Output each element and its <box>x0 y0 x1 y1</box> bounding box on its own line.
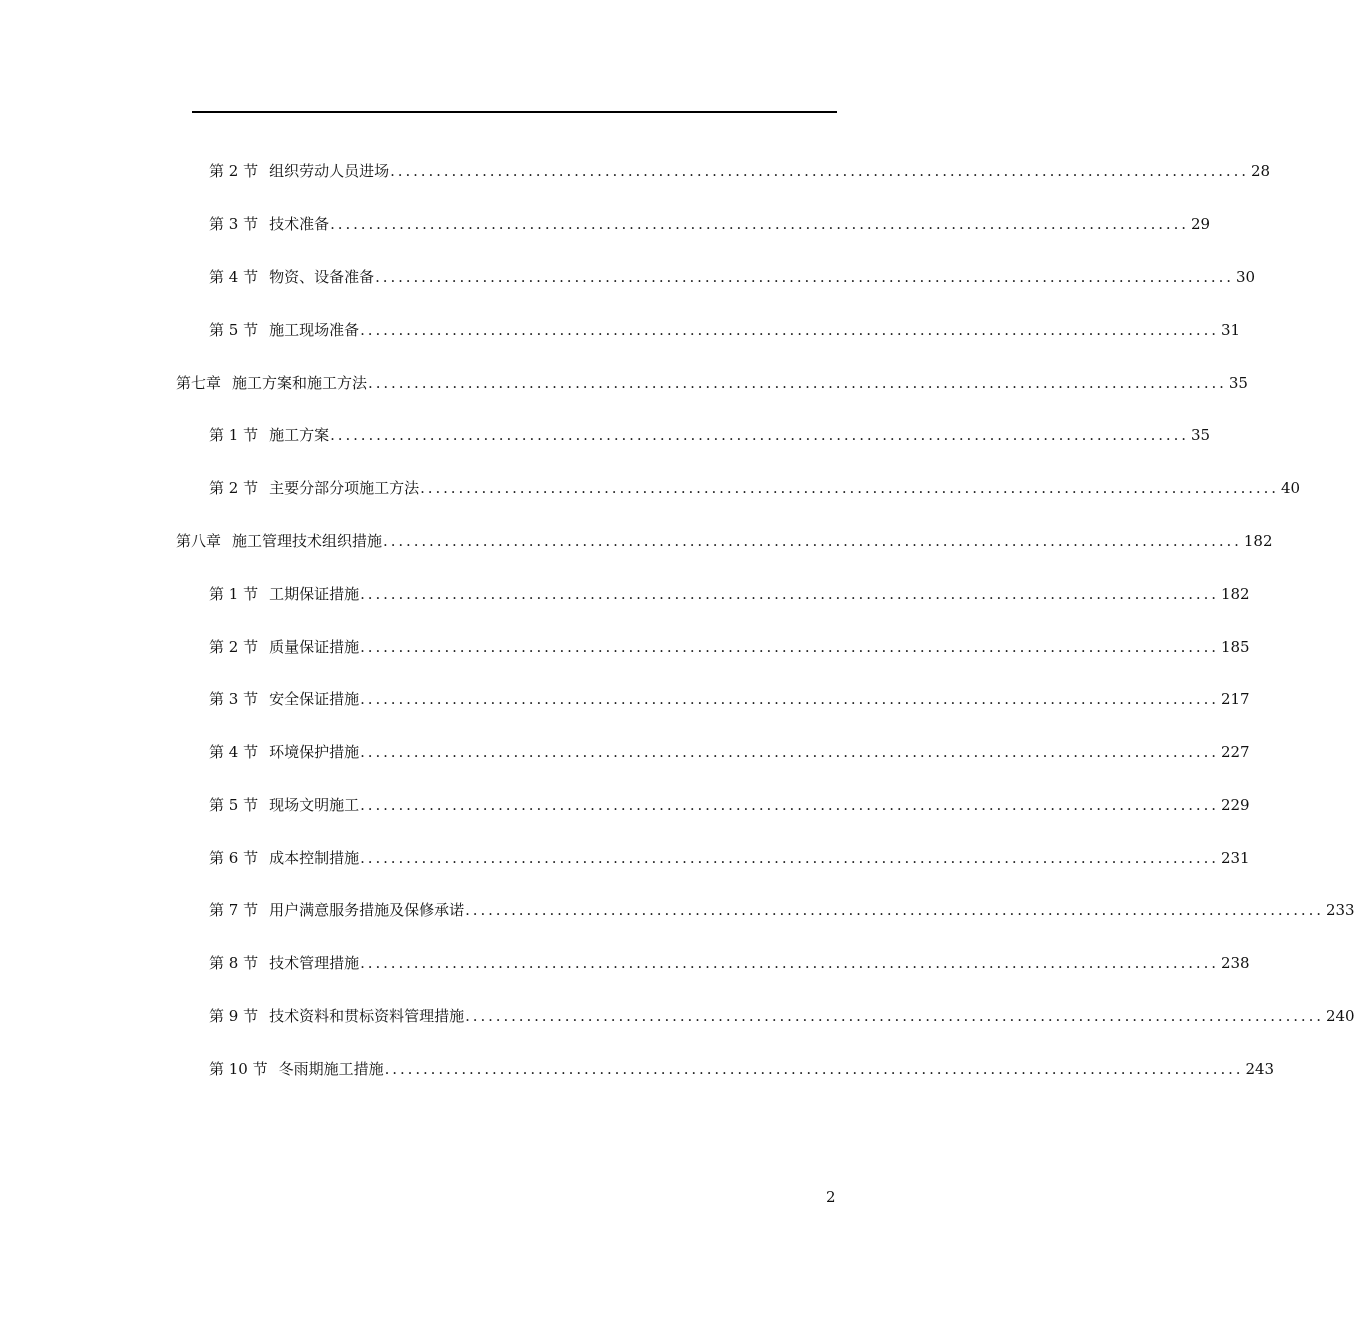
toc-entry-title: 用户满意服务措施及保修承诺 <box>269 901 465 919</box>
toc-entry[interactable] <box>209 210 1211 234</box>
toc-entry-page: 233 <box>1325 901 1355 919</box>
toc-entry-page: 40 <box>1280 479 1301 497</box>
toc-entry[interactable] <box>209 1002 1355 1026</box>
toc-entry-page: 31 <box>1220 321 1241 339</box>
dot-leader: ................................................................................................................ <box>375 268 1234 286</box>
toc-entry-title: 技术管理措施 <box>269 954 360 972</box>
toc-entry-number: 第 1 节 <box>209 585 259 603</box>
toc-entry[interactable] <box>209 633 1250 657</box>
dot-leader: ................................................................................................................ <box>360 954 1219 972</box>
dot-leader: ................................................................................................................ <box>465 1007 1324 1025</box>
toc-entry-title: 施工管理技术组织措施 <box>232 532 383 550</box>
toc-entry-number: 第七章 <box>176 374 222 392</box>
toc-entry-page: 28 <box>1250 162 1271 180</box>
toc-entry-number: 第 3 节 <box>209 215 259 233</box>
toc-entry[interactable] <box>209 316 1241 340</box>
dot-leader: ................................................................................................................ <box>360 690 1219 708</box>
toc-entry-number: 第八章 <box>176 532 222 550</box>
toc-entry-page: 35 <box>1228 374 1248 392</box>
toc-entry-page: 229 <box>1220 796 1250 814</box>
toc-entry-page: 238 <box>1220 954 1250 972</box>
toc-entry-number: 第 1 节 <box>209 426 259 444</box>
dot-leader: ................................................................................................................ <box>360 585 1219 603</box>
toc-entry-number: 第 4 节 <box>209 268 259 286</box>
toc-entry[interactable] <box>209 157 1271 181</box>
toc-entry-title: 现场文明施工 <box>269 796 360 814</box>
dot-leader: ................................................................................................................ <box>368 374 1227 392</box>
toc-chapter-entry[interactable] <box>176 369 1248 393</box>
toc-entry-page: 243 <box>1245 1060 1275 1078</box>
toc-entry[interactable] <box>209 791 1250 815</box>
toc-entry-page: 30 <box>1235 268 1256 286</box>
toc-entry[interactable] <box>209 685 1250 709</box>
dot-leader: ................................................................................................................ <box>330 215 1189 233</box>
toc-entry-page: 35 <box>1190 426 1211 444</box>
toc-entry-number: 第 4 节 <box>209 743 259 761</box>
toc-entry[interactable] <box>209 263 1256 287</box>
toc-entry-number: 第 2 节 <box>209 162 259 180</box>
toc-entry-title: 施工方案和施工方法 <box>232 374 368 392</box>
toc-entry-title: 安全保证措施 <box>269 690 360 708</box>
toc-entry-title: 质量保证措施 <box>269 638 360 656</box>
toc-entry-number: 第 3 节 <box>209 690 259 708</box>
toc-entry-page: 240 <box>1325 1007 1355 1025</box>
dot-leader: ................................................................................................................ <box>390 162 1249 180</box>
toc-entry-number: 第 10 节 <box>209 1060 268 1078</box>
toc-entry-title: 工期保证措施 <box>269 585 360 603</box>
toc-entry-title: 施工现场准备 <box>269 321 360 339</box>
dot-leader: ................................................................................................................ <box>420 479 1279 497</box>
toc-entry-title: 环境保护措施 <box>269 743 360 761</box>
toc-entry-page: 185 <box>1220 638 1250 656</box>
toc-entry-title: 组织劳动人员进场 <box>269 162 390 180</box>
dot-leader: ................................................................................................................ <box>465 901 1324 919</box>
toc-entry-number: 第 2 节 <box>209 638 259 656</box>
toc-entry-number: 第 5 节 <box>209 321 259 339</box>
toc-entry-page: 217 <box>1220 690 1250 708</box>
toc-entry-number: 第 9 节 <box>209 1007 259 1025</box>
toc-entry[interactable] <box>209 896 1355 920</box>
toc-entry-number: 第 2 节 <box>209 479 259 497</box>
toc-entry-page: 182 <box>1243 532 1273 550</box>
dot-leader: ................................................................................................................ <box>360 849 1219 867</box>
toc-entry[interactable] <box>209 1055 1275 1079</box>
toc-entry[interactable] <box>209 949 1250 973</box>
toc-entry-page: 227 <box>1220 743 1250 761</box>
toc-entry-title: 技术资料和贯标资料管理措施 <box>269 1007 465 1025</box>
toc-entry[interactable] <box>209 421 1211 445</box>
dot-leader: ................................................................................................................ <box>360 321 1219 339</box>
toc-entry[interactable] <box>209 738 1250 762</box>
dot-leader: ................................................................................................................ <box>330 426 1189 444</box>
toc-entry-title: 主要分部分项施工方法 <box>269 479 420 497</box>
toc-entry-title: 施工方案 <box>269 426 330 444</box>
toc-entry-number: 第 5 节 <box>209 796 259 814</box>
toc-entry-number: 第 8 节 <box>209 954 259 972</box>
toc-entry-page: 231 <box>1220 849 1250 867</box>
toc-chapter-entry[interactable] <box>176 527 1273 551</box>
toc-entry[interactable] <box>209 844 1250 868</box>
dot-leader: ................................................................................................................ <box>360 638 1219 656</box>
toc-entry-title: 冬雨期施工措施 <box>278 1060 384 1078</box>
dot-leader: ................................................................................................................ <box>360 796 1219 814</box>
toc-entry-number: 第 6 节 <box>209 849 259 867</box>
dot-leader: ................................................................................................................ <box>360 743 1219 761</box>
toc-entry[interactable] <box>209 474 1301 498</box>
dot-leader: ................................................................................................................ <box>383 532 1242 550</box>
toc-entry-page: 182 <box>1220 585 1250 603</box>
toc-entry-number: 第 7 节 <box>209 901 259 919</box>
toc-entry-title: 物资、设备准备 <box>269 268 375 286</box>
toc-entry-page: 29 <box>1190 215 1211 233</box>
toc-entry-title: 技术准备 <box>269 215 330 233</box>
toc-entry-title: 成本控制措施 <box>269 849 360 867</box>
toc-entry[interactable] <box>209 580 1250 604</box>
header-rule <box>192 111 837 113</box>
page-number: 2 <box>826 1188 836 1206</box>
dot-leader: ................................................................................................................ <box>384 1060 1244 1078</box>
